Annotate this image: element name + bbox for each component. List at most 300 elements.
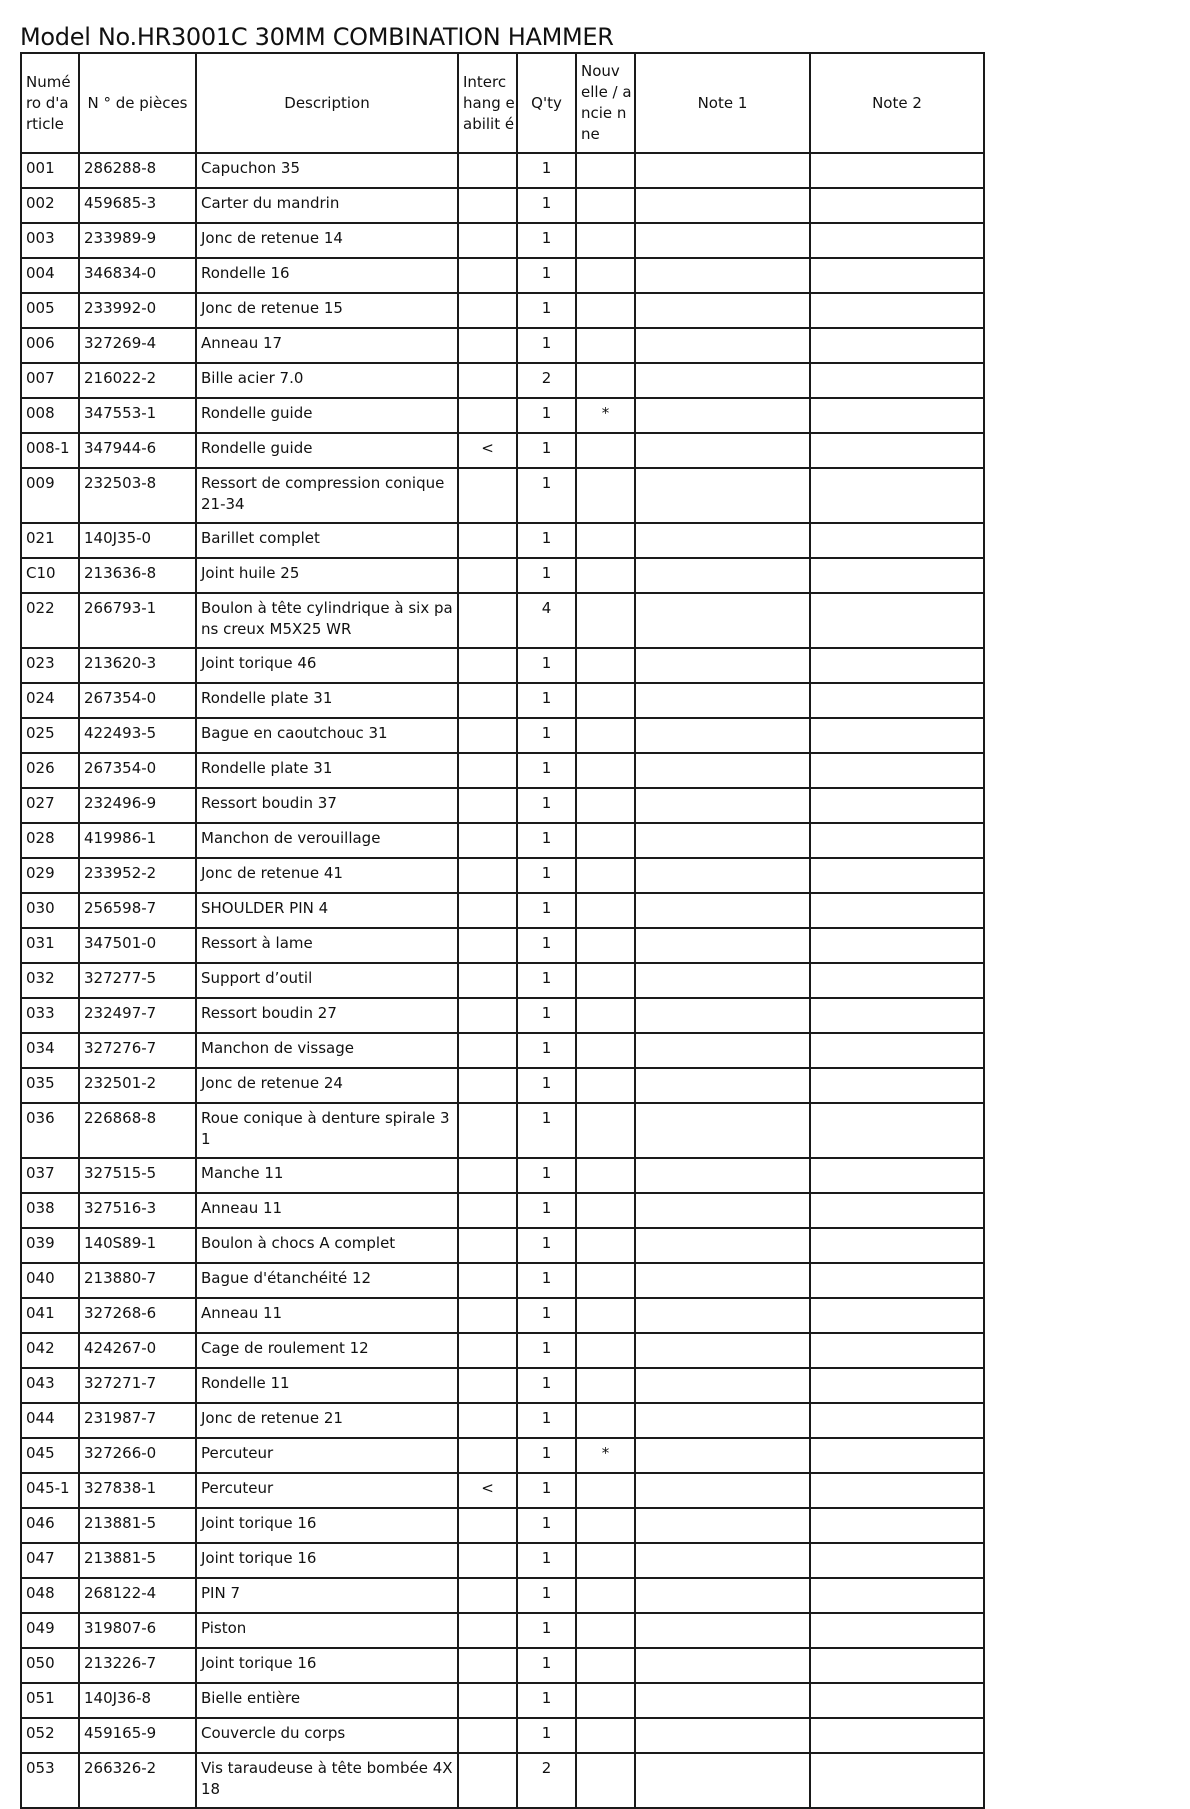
- table-row: [21, 1613, 984, 1648]
- cell-article-no: 030: [21, 893, 79, 928]
- cell-new-old: [576, 963, 635, 998]
- table-row: [21, 1508, 984, 1543]
- cell-note-2: [810, 963, 984, 998]
- cell-part-no: 327515-5: [79, 1158, 196, 1193]
- cell-note-2: [810, 1368, 984, 1403]
- cell-interchangeability: [458, 718, 517, 753]
- cell-note-2: [810, 223, 984, 258]
- cell-new-old: [576, 1068, 635, 1103]
- cell-article-no: 025: [21, 718, 79, 753]
- cell-qty: 1: [517, 433, 576, 468]
- cell-description: Joint torique 16: [196, 1508, 458, 1543]
- cell-new-old: [576, 258, 635, 293]
- cell-part-no: 256598-7: [79, 893, 196, 928]
- cell-qty: 2: [517, 1753, 576, 1808]
- cell-qty: 1: [517, 1438, 576, 1473]
- table-row: [21, 1228, 984, 1263]
- cell-description: Rondelle plate 31: [196, 753, 458, 788]
- cell-qty: 1: [517, 223, 576, 258]
- cell-description: Anneau 11: [196, 1193, 458, 1228]
- cell-part-no: 347501-0: [79, 928, 196, 963]
- cell-note-2: [810, 1473, 984, 1508]
- table-row: [21, 1718, 984, 1753]
- table-row: [21, 858, 984, 893]
- cell-new-old: [576, 1543, 635, 1578]
- col-header-description: Description: [196, 53, 458, 153]
- cell-note-1: [635, 1508, 810, 1543]
- cell-description: PIN 7: [196, 1578, 458, 1613]
- cell-note-1: [635, 788, 810, 823]
- cell-description: Cage de roulement 12: [196, 1333, 458, 1368]
- cell-article-no: 022: [21, 593, 79, 648]
- cell-note-1: [635, 1298, 810, 1333]
- cell-description: Joint huile 25: [196, 558, 458, 593]
- cell-part-no: 319807-6: [79, 1613, 196, 1648]
- cell-qty: 1: [517, 858, 576, 893]
- cell-description: Manche 11: [196, 1158, 458, 1193]
- cell-description: Carter du mandrin: [196, 188, 458, 223]
- cell-description: Jonc de retenue 14: [196, 223, 458, 258]
- table-row: [21, 558, 984, 593]
- cell-new-old: [576, 648, 635, 683]
- cell-new-old: [576, 823, 635, 858]
- cell-part-no: 327268-6: [79, 1298, 196, 1333]
- cell-note-1: [635, 258, 810, 293]
- cell-article-no: 001: [21, 153, 79, 188]
- cell-interchangeability: [458, 1613, 517, 1648]
- cell-part-no: 268122-4: [79, 1578, 196, 1613]
- cell-part-no: 286288-8: [79, 153, 196, 188]
- cell-interchangeability: [458, 1718, 517, 1753]
- cell-part-no: 213880-7: [79, 1263, 196, 1298]
- table-row: [21, 928, 984, 963]
- cell-interchangeability: [458, 998, 517, 1033]
- cell-note-1: [635, 1543, 810, 1578]
- cell-note-2: [810, 433, 984, 468]
- cell-note-1: [635, 1103, 810, 1158]
- cell-note-1: [635, 823, 810, 858]
- cell-interchangeability: [458, 1368, 517, 1403]
- cell-article-no: 034: [21, 1033, 79, 1068]
- cell-note-2: [810, 523, 984, 558]
- cell-interchangeability: [458, 398, 517, 433]
- table-row: [21, 1263, 984, 1298]
- table-row: [21, 593, 984, 648]
- cell-new-old: [576, 1298, 635, 1333]
- cell-article-no: 037: [21, 1158, 79, 1193]
- table-row: [21, 753, 984, 788]
- cell-new-old: [576, 788, 635, 823]
- cell-note-1: [635, 963, 810, 998]
- cell-qty: 1: [517, 153, 576, 188]
- cell-part-no: 266793-1: [79, 593, 196, 648]
- cell-note-1: [635, 1368, 810, 1403]
- col-header-qty: Q'ty: [517, 53, 576, 153]
- cell-note-2: [810, 648, 984, 683]
- cell-article-no: 042: [21, 1333, 79, 1368]
- cell-note-1: [635, 683, 810, 718]
- cell-part-no: 267354-0: [79, 683, 196, 718]
- cell-description: Boulon à tête cylindrique à six pans creux M5X25 WR: [196, 593, 458, 648]
- cell-note-1: [635, 1263, 810, 1298]
- cell-interchangeability: [458, 1228, 517, 1263]
- cell-qty: 1: [517, 468, 576, 523]
- cell-qty: 1: [517, 1263, 576, 1298]
- cell-article-no: 046: [21, 1508, 79, 1543]
- cell-new-old: [576, 1228, 635, 1263]
- col-header-note-1: Note 1: [635, 53, 810, 153]
- cell-new-old: [576, 998, 635, 1033]
- cell-article-no: 045: [21, 1438, 79, 1473]
- cell-article-no: 021: [21, 523, 79, 558]
- cell-note-1: [635, 753, 810, 788]
- cell-note-1: [635, 328, 810, 363]
- table-row: [21, 893, 984, 928]
- cell-description: Rondelle 11: [196, 1368, 458, 1403]
- cell-note-2: [810, 1438, 984, 1473]
- cell-part-no: 232496-9: [79, 788, 196, 823]
- cell-new-old: [576, 1033, 635, 1068]
- cell-note-2: [810, 718, 984, 753]
- cell-qty: 1: [517, 1333, 576, 1368]
- table-row: [21, 683, 984, 718]
- cell-qty: 1: [517, 1033, 576, 1068]
- cell-qty: 1: [517, 1228, 576, 1263]
- table-row: [21, 1193, 984, 1228]
- cell-qty: 1: [517, 683, 576, 718]
- cell-part-no: 233989-9: [79, 223, 196, 258]
- cell-article-no: 038: [21, 1193, 79, 1228]
- cell-note-2: [810, 788, 984, 823]
- cell-new-old: [576, 153, 635, 188]
- cell-note-2: [810, 1543, 984, 1578]
- cell-article-no: 036: [21, 1103, 79, 1158]
- cell-interchangeability: <: [458, 433, 517, 468]
- cell-part-no: 140J36-8: [79, 1683, 196, 1718]
- cell-article-no: 007: [21, 363, 79, 398]
- cell-interchangeability: [458, 363, 517, 398]
- cell-description: Jonc de retenue 41: [196, 858, 458, 893]
- cell-note-2: [810, 1103, 984, 1158]
- cell-article-no: 027: [21, 788, 79, 823]
- cell-article-no: 049: [21, 1613, 79, 1648]
- cell-note-1: [635, 1613, 810, 1648]
- cell-part-no: 459165-9: [79, 1718, 196, 1753]
- cell-interchangeability: [458, 1648, 517, 1683]
- cell-note-2: [810, 1333, 984, 1368]
- cell-article-no: 047: [21, 1543, 79, 1578]
- cell-interchangeability: [458, 523, 517, 558]
- cell-new-old: [576, 1718, 635, 1753]
- cell-part-no: 422493-5: [79, 718, 196, 753]
- table-row: [21, 1438, 984, 1473]
- cell-note-2: [810, 998, 984, 1033]
- table-row: [21, 293, 984, 328]
- cell-new-old: [576, 683, 635, 718]
- table-row: [21, 258, 984, 293]
- cell-description: SHOULDER PIN 4: [196, 893, 458, 928]
- cell-interchangeability: [458, 153, 517, 188]
- cell-note-2: [810, 153, 984, 188]
- cell-note-2: [810, 1613, 984, 1648]
- cell-interchangeability: [458, 1068, 517, 1103]
- cell-description: Manchon de verouillage: [196, 823, 458, 858]
- cell-article-no: 035: [21, 1068, 79, 1103]
- cell-interchangeability: [458, 258, 517, 293]
- cell-interchangeability: [458, 858, 517, 893]
- cell-description: Percuteur: [196, 1438, 458, 1473]
- cell-description: Jonc de retenue 15: [196, 293, 458, 328]
- cell-interchangeability: [458, 223, 517, 258]
- cell-note-2: [810, 1228, 984, 1263]
- cell-note-2: [810, 1648, 984, 1683]
- cell-note-2: [810, 1193, 984, 1228]
- cell-new-old: [576, 223, 635, 258]
- col-header-note-2: Note 2: [810, 53, 984, 153]
- cell-new-old: [576, 1508, 635, 1543]
- cell-article-no: 050: [21, 1648, 79, 1683]
- cell-note-2: [810, 753, 984, 788]
- cell-note-2: [810, 928, 984, 963]
- cell-note-1: [635, 558, 810, 593]
- cell-part-no: 140S89-1: [79, 1228, 196, 1263]
- cell-description: Couvercle du corps: [196, 1718, 458, 1753]
- cell-qty: 1: [517, 1403, 576, 1438]
- cell-qty: 1: [517, 1473, 576, 1508]
- cell-note-1: [635, 398, 810, 433]
- cell-article-no: 044: [21, 1403, 79, 1438]
- cell-article-no: 041: [21, 1298, 79, 1333]
- cell-article-no: 032: [21, 963, 79, 998]
- cell-new-old: [576, 1578, 635, 1613]
- cell-new-old: [576, 858, 635, 893]
- cell-article-no: 002: [21, 188, 79, 223]
- cell-note-2: [810, 823, 984, 858]
- cell-note-1: [635, 1068, 810, 1103]
- cell-new-old: [576, 1368, 635, 1403]
- cell-article-no: 045-1: [21, 1473, 79, 1508]
- cell-qty: 1: [517, 1068, 576, 1103]
- cell-note-2: [810, 1403, 984, 1438]
- cell-part-no: 213226-7: [79, 1648, 196, 1683]
- table-row: [21, 823, 984, 858]
- cell-interchangeability: [458, 468, 517, 523]
- cell-new-old: [576, 1158, 635, 1193]
- cell-note-1: [635, 593, 810, 648]
- table-row: [21, 1753, 984, 1808]
- cell-note-1: [635, 1648, 810, 1683]
- cell-note-2: [810, 1298, 984, 1333]
- cell-new-old: [576, 1103, 635, 1158]
- table-row: [21, 468, 984, 523]
- cell-note-2: [810, 1263, 984, 1298]
- cell-qty: 1: [517, 1103, 576, 1158]
- cell-qty: 1: [517, 963, 576, 998]
- cell-qty: 1: [517, 398, 576, 433]
- table-row: [21, 1333, 984, 1368]
- cell-new-old: [576, 188, 635, 223]
- parts-table: [20, 52, 985, 1809]
- parts-table-body: [21, 153, 984, 1808]
- cell-interchangeability: [458, 1158, 517, 1193]
- cell-description: Anneau 17: [196, 328, 458, 363]
- cell-note-2: [810, 1578, 984, 1613]
- cell-new-old: [576, 1333, 635, 1368]
- cell-qty: 1: [517, 258, 576, 293]
- cell-part-no: 213881-5: [79, 1543, 196, 1578]
- cell-description: Percuteur: [196, 1473, 458, 1508]
- cell-new-old: [576, 893, 635, 928]
- cell-part-no: 233952-2: [79, 858, 196, 893]
- table-row: [21, 1298, 984, 1333]
- cell-article-no: 051: [21, 1683, 79, 1718]
- cell-interchangeability: [458, 893, 517, 928]
- table-row: [21, 1648, 984, 1683]
- table-row: [21, 1158, 984, 1193]
- cell-article-no: 026: [21, 753, 79, 788]
- cell-article-no: 008-1: [21, 433, 79, 468]
- cell-note-1: [635, 1473, 810, 1508]
- cell-interchangeability: [458, 328, 517, 363]
- table-row: [21, 328, 984, 363]
- cell-interchangeability: [458, 753, 517, 788]
- cell-interchangeability: [458, 1263, 517, 1298]
- table-row: [21, 398, 984, 433]
- cell-new-old: [576, 1403, 635, 1438]
- cell-article-no: 029: [21, 858, 79, 893]
- cell-note-1: [635, 468, 810, 523]
- cell-qty: 2: [517, 363, 576, 398]
- cell-new-old: [576, 1683, 635, 1718]
- cell-note-2: [810, 468, 984, 523]
- cell-qty: 4: [517, 593, 576, 648]
- cell-note-1: [635, 928, 810, 963]
- table-row: [21, 433, 984, 468]
- cell-article-no: 043: [21, 1368, 79, 1403]
- cell-new-old: [576, 558, 635, 593]
- col-header-interchangeability: Interc hang eabilit é: [458, 53, 517, 153]
- cell-interchangeability: [458, 1333, 517, 1368]
- cell-note-1: [635, 1193, 810, 1228]
- cell-part-no: 226868-8: [79, 1103, 196, 1158]
- cell-qty: 1: [517, 893, 576, 928]
- table-row: [21, 1578, 984, 1613]
- cell-new-old: [576, 1263, 635, 1298]
- cell-part-no: 327276-7: [79, 1033, 196, 1068]
- cell-note-2: [810, 363, 984, 398]
- cell-new-old: [576, 468, 635, 523]
- cell-note-2: [810, 293, 984, 328]
- cell-new-old: [576, 1613, 635, 1648]
- cell-qty: 1: [517, 1543, 576, 1578]
- cell-description: Barillet complet: [196, 523, 458, 558]
- cell-part-no: 346834-0: [79, 258, 196, 293]
- cell-description: Ressort de compression conique 21-34: [196, 468, 458, 523]
- cell-note-2: [810, 1068, 984, 1103]
- cell-part-no: 424267-0: [79, 1333, 196, 1368]
- cell-part-no: 347944-6: [79, 433, 196, 468]
- cell-part-no: 232497-7: [79, 998, 196, 1033]
- cell-note-1: [635, 1753, 810, 1808]
- cell-part-no: 327269-4: [79, 328, 196, 363]
- cell-article-no: 053: [21, 1753, 79, 1808]
- cell-description: Joint torique 16: [196, 1648, 458, 1683]
- cell-description: Bielle entière: [196, 1683, 458, 1718]
- cell-description: Manchon de vissage: [196, 1033, 458, 1068]
- cell-note-2: [810, 1683, 984, 1718]
- cell-note-2: [810, 258, 984, 293]
- cell-interchangeability: [458, 1033, 517, 1068]
- cell-interchangeability: [458, 1753, 517, 1808]
- cell-qty: 1: [517, 328, 576, 363]
- cell-description: Rondelle plate 31: [196, 683, 458, 718]
- header-row: [21, 53, 984, 153]
- cell-interchangeability: [458, 1578, 517, 1613]
- cell-note-1: [635, 893, 810, 928]
- cell-article-no: 005: [21, 293, 79, 328]
- cell-note-1: [635, 648, 810, 683]
- cell-interchangeability: [458, 928, 517, 963]
- cell-new-old: *: [576, 1438, 635, 1473]
- cell-description: Rondelle guide: [196, 398, 458, 433]
- table-row: [21, 963, 984, 998]
- cell-new-old: [576, 1753, 635, 1808]
- cell-part-no: 327277-5: [79, 963, 196, 998]
- cell-description: Jonc de retenue 21: [196, 1403, 458, 1438]
- cell-description: Jonc de retenue 24: [196, 1068, 458, 1103]
- cell-interchangeability: [458, 188, 517, 223]
- cell-article-no: 009: [21, 468, 79, 523]
- cell-new-old: [576, 1648, 635, 1683]
- cell-note-2: [810, 558, 984, 593]
- cell-new-old: [576, 293, 635, 328]
- cell-qty: 1: [517, 523, 576, 558]
- cell-interchangeability: [458, 1543, 517, 1578]
- cell-part-no: 419986-1: [79, 823, 196, 858]
- cell-qty: 1: [517, 648, 576, 683]
- cell-description: Rondelle guide: [196, 433, 458, 468]
- cell-note-1: [635, 188, 810, 223]
- cell-qty: 1: [517, 1508, 576, 1543]
- table-row: [21, 1068, 984, 1103]
- cell-note-1: [635, 1718, 810, 1753]
- table-row: [21, 223, 984, 258]
- cell-note-1: [635, 1438, 810, 1473]
- cell-description: Bague en caoutchouc 31: [196, 718, 458, 753]
- cell-article-no: 039: [21, 1228, 79, 1263]
- cell-article-no: 006: [21, 328, 79, 363]
- cell-qty: 1: [517, 753, 576, 788]
- col-header-new-old: Nouv elle / ancie nne: [576, 53, 635, 153]
- cell-part-no: 266326-2: [79, 1753, 196, 1808]
- cell-note-1: [635, 1033, 810, 1068]
- table-row: [21, 788, 984, 823]
- cell-note-2: [810, 1508, 984, 1543]
- cell-part-no: 213636-8: [79, 558, 196, 593]
- cell-article-no: 028: [21, 823, 79, 858]
- cell-article-no: 033: [21, 998, 79, 1033]
- cell-note-1: [635, 153, 810, 188]
- cell-qty: 1: [517, 1578, 576, 1613]
- cell-part-no: 347553-1: [79, 398, 196, 433]
- table-row: [21, 1683, 984, 1718]
- cell-note-2: [810, 398, 984, 433]
- table-row: [21, 363, 984, 398]
- cell-new-old: [576, 928, 635, 963]
- cell-qty: 1: [517, 1193, 576, 1228]
- cell-article-no: 048: [21, 1578, 79, 1613]
- cell-part-no: 459685-3: [79, 188, 196, 223]
